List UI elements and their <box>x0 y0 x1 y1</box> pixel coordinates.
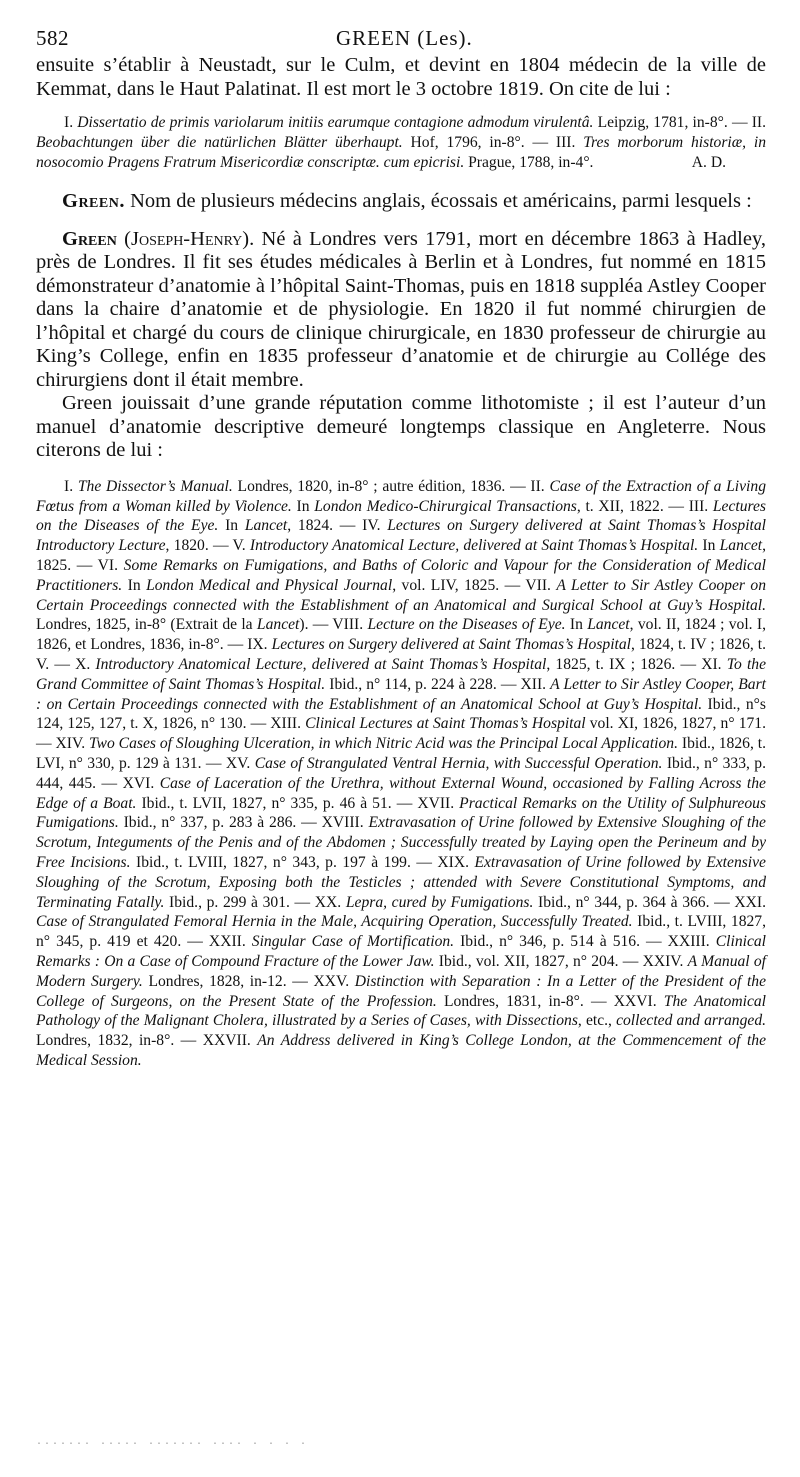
biblio-title: London Medical and Physical Journal <box>146 576 393 594</box>
subentry-name: Green <box>62 227 117 250</box>
biblio-text: Ibid., n° 346, p. 514 à 516. — XXIII. <box>454 933 716 951</box>
biblio-title: Introductory Anatomical Lecture, delivered at Saint Thomas’s Hospital. <box>249 537 699 555</box>
biblio-title: Case of the Extraction of a Living Fœtus from a Woman killed by Violence. <box>36 477 766 515</box>
joseph-henry-paragraph-2: Green jouissait d’une grande réputation comme lithotomiste ; il est l’auteur d’un manuel d’anatomie descriptive demeuré longtemps classique en Angleterre. Nous citerons de lui : <box>36 392 766 462</box>
biblio-text: Ibid., 1826, t. LVI, n° 330, p. 129 à 131. — XV. <box>36 735 766 773</box>
biblio-title: Case of Laceration of the Urethra, without External Wound, occasioned by Falling Across the Edge of a Boat. <box>36 774 766 812</box>
subentry-forenames: (Joseph-Henry). <box>116 227 255 250</box>
footer-dots: ....... ..... ....... .... . . . . <box>36 1437 309 1448</box>
document-page <box>36 26 766 1071</box>
headword: Green. <box>62 190 125 213</box>
biblio-title: Dissertatio de primis variolarum initiis earumque contagione admodum virulentâ. <box>77 114 594 131</box>
biblio-text: Ibid., vol. XII, 1827, n° 204. — XXIV. <box>434 953 688 971</box>
biblio-title: Lancet <box>719 537 763 555</box>
biblio-title: Singular Case of Mortification. <box>251 933 455 951</box>
biblio-title: London Medico-Chirurgical Transactions <box>314 497 577 515</box>
biblio-text: Londres, 1828, in-12. — XXV. <box>142 972 355 990</box>
biblio-title: The Dissector’s Manual. <box>77 477 233 495</box>
running-title: GREEN (Les). <box>336 26 473 50</box>
biblio-text: , vol. II, 1824 ; vol. I, 1826, et Londres, 1836, in-8°. — IX. <box>36 616 766 654</box>
biblio-text: In <box>122 576 147 594</box>
biblio-title: Tres morborum historiæ, in nosocomio Pragens Fratrum Misericordiæ conscriptæ. cum epicrisi. <box>36 133 766 171</box>
biblio-title: Lectures on Surgery delivered at Saint Thomas’s Hospital <box>271 636 631 654</box>
biblio-title: Lepra, cured by Fumigations. <box>345 893 534 911</box>
biblio-title: Clinical Remarks : On a Case of Compound Fracture of the Lower Jaw. <box>36 933 766 971</box>
bibliography-1 <box>36 113 766 172</box>
page-number: 582 <box>36 26 69 50</box>
biblio-text: Prague, 1788, in-4°. <box>464 153 594 171</box>
biblio-title: To the Grand Committee of Saint Thomas’s Hospital. <box>36 656 766 693</box>
biblio-title: Lectures on Surgery delivered at Saint Thomas’s Hospital Introductory Lecture <box>36 517 767 555</box>
biblio-title: Lancet <box>244 517 288 535</box>
biblio-title: Case of Strangulated Femoral Hernia in the Male, Acquiring Operation, Successfully Treated. <box>36 913 633 931</box>
biblio-text: In <box>291 497 315 515</box>
biblio-text: Ibid., n° 114, p. 224 à 228. — XII. <box>325 675 551 693</box>
author-signature: A. D. <box>691 153 726 171</box>
biblio-text: ). — VIII. <box>299 616 368 634</box>
biblio-title: Beobachtungen über die natürlichen Blätter überhaupt. <box>36 133 403 151</box>
biblio-text: Hof, 1796, in-8°. — III. <box>402 133 584 151</box>
biblio-text: , vol. LIV, 1825. — VII. <box>392 576 557 594</box>
biblio-text: Ibid., t. LVIII, 1827, n° 345, p. 419 et 420. — XXII. <box>36 913 766 951</box>
biblio-text: Ibid., t. LVII, 1827, n° 335, p. 46 à 51. — XVII. <box>136 794 460 812</box>
biblio-text: , 1820. — V. <box>165 537 250 555</box>
biblio-text: , etc., <box>577 1012 617 1030</box>
biblio-text: Londres, 1820, in-8° ; autre édition, 1836. — II. <box>232 477 550 495</box>
biblio-text: Londres, 1832, in-8°. — XXVII. <box>36 1032 258 1050</box>
biblio-text: Ibid., n° 337, p. 283 à 286. — XVIII. <box>118 814 369 832</box>
biblio-title: The Anatomical Pathology of the Malignant Cholera, illustrated by a Series of Cases, with Dissections <box>36 992 766 1030</box>
intro-paragraph: ensuite s’établir à Neustadt, sur le Culm, et devint en 1804 médecin de la ville de Kemmat, dans le Haut Palatinat. Il est mort le 3 octobre 1819. On cite de lui : <box>36 54 766 100</box>
biblio-title: Introductory Anatomical Lecture, delivered at Saint Thomas’s Hospital <box>95 656 547 674</box>
biblio-title: An Address delivered in King’s College London, at the Commencement of the Medical Session. <box>36 1032 766 1069</box>
biblio-text: , 1824. — IV. <box>287 517 388 535</box>
biblio-text: I. <box>64 477 78 495</box>
bibliography-2 <box>36 477 766 1071</box>
biblio-text: , 1825, t. IX ; 1826. — XI. <box>546 656 727 674</box>
subentry-text: Né à Londres vers 1791, mort en décembre 1863 à Hadley, près de Londres. Il fit ses études médicales à Berlin et à Londres, fut nommé en 1815 démonstrateur d’anatomie à l’hôpital Saint-Thomas, puis en 1818 suppléa Astley Cooper dans la chaire d’anatomie et de physiologie. En 1820 il fut nommé chirurgien de l’hôpital et chargé du cours de clinique chirurgicale, en 1830 professeur de chirurgie au King’s College, enfin en 1835 professeur d’anatomie et de chirurgie au Collége des chirurgiens dont il était membre. <box>36 227 766 391</box>
green-entry <box>36 190 766 214</box>
joseph-henry-entry <box>36 228 766 393</box>
biblio-title: collected and arranged. <box>616 1012 767 1030</box>
biblio-text: In <box>698 537 720 555</box>
biblio-text: Londres, 1831, in-8°. — XXVI. <box>436 992 664 1010</box>
biblio-title: A Manual of Modern Surgery. <box>36 953 766 990</box>
biblio-text: In <box>218 517 245 535</box>
biblio-text: Londres, 1825, in-8° (Extrait de la <box>36 616 257 634</box>
biblio-text: Ibid., p. 299 à 301. — XX. <box>164 893 346 911</box>
biblio-title: Extravasation of Urine followed by Extensive Sloughing of the Scrotum, Exposing both the Testicles ; attended with Severe Constitutional Symptoms, and Terminating Fatally. <box>36 854 766 911</box>
biblio-text: Ibid., n° 344, p. 364 à 366. — XXI. <box>533 893 766 911</box>
biblio-text: , t. XII, 1822. — III. <box>576 497 713 515</box>
biblio-title: Distinction with Separation : In a Letter of the President of the College of Surgeons, on the Present State of the Profession. <box>36 972 766 1010</box>
biblio-title: Clinical Lectures at Saint Thomas’s Hospital <box>305 715 586 733</box>
biblio-title: Extravasation of Urine followed by Extensive Sloughing of the Scrotum, Integuments of the Penis and of the Abdomen ; Successfully treated by Laying open the Perineum and by Free Incisions. <box>36 814 766 872</box>
biblio-title: Practical Remarks on the Utility of Sulphureous Fumigations. <box>36 794 766 832</box>
biblio-text: Ibid., n°s 124, 125, 127, t. X, 1826, n° 130. — XIII. <box>36 695 766 733</box>
biblio-text: Ibid., t. LVIII, 1827, n° 343, p. 197 à 199. — XIX. <box>130 854 475 872</box>
biblio-text: , 1825. — VI. <box>36 537 766 575</box>
biblio-text: , 1824, t. IV ; 1826, t. V. — X. <box>36 636 766 674</box>
biblio-title: A Letter to Sir Astley Cooper, Bart : on Certain Proceedings connected with the Establishment of an Anatomical School at Guy’s Hospital. <box>36 675 766 713</box>
biblio-text: Ibid., n° 333, p. 444, 445. — XVI. <box>36 755 767 792</box>
biblio-title: Case of Strangulated Ventral Hernia, with Successful Operation. <box>254 755 663 773</box>
biblio-title: A Letter to Sir Astley Cooper on Certain Proceedings connected with the Establishment of an Anatomical and Surgical School at Guy’s Hospital. <box>36 576 767 614</box>
biblio-text: In <box>565 616 588 634</box>
biblio-text: Leipzig, 1781, in-8°. — II. <box>593 114 766 131</box>
biblio-title: Lancet <box>256 616 300 634</box>
biblio-title: Some Remarks on Fumigations, and Baths of Coloric and Vapour for the Consideration of Medical Practitioners. <box>36 557 766 594</box>
page-header <box>36 26 766 54</box>
biblio-text: I. <box>64 114 78 131</box>
biblio-title: Lecture on the Diseases of Eye. <box>367 616 566 634</box>
biblio-title: Lectures on the Diseases of the Eye. <box>36 497 766 535</box>
biblio-title: Lancet <box>587 616 630 634</box>
biblio-title: Two Cases of Sloughing Ulceration, in which Nitric Acid was the Principal Local Application. <box>89 735 678 753</box>
green-entry-text: Nom de plusieurs médecins anglais, écossais et américains, parmi lesquels : <box>124 190 752 213</box>
biblio-text: vol. XI, 1826, 1827, n° 171. — XIV. <box>36 715 766 753</box>
